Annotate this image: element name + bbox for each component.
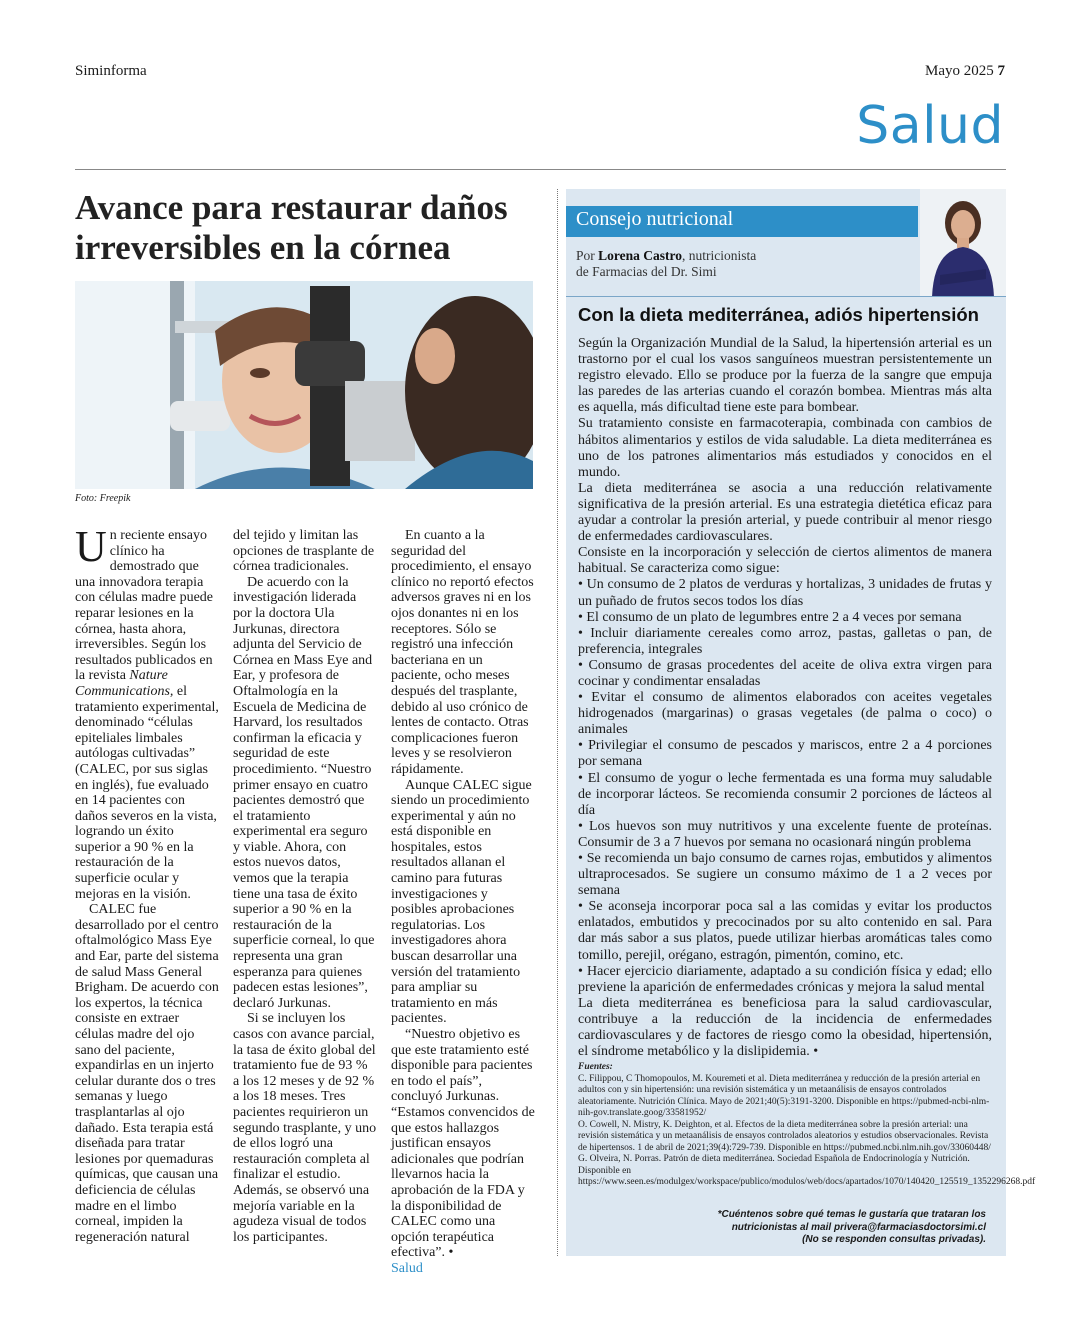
author-org: de Farmacias del Dr. Simi bbox=[576, 264, 717, 279]
article-column-2 bbox=[233, 528, 377, 1245]
list-item: • Hacer ejercicio diariamente, adaptado a su condición física y edad; ello previene la aparición de enfermedades crónicas y mejora la salud mental bbox=[578, 963, 992, 995]
paragraph: “Nuestro objetivo es que este tratamiento esté disponible para pacientes en todo el país”, concluyó Jurkunas. “Estamos convencidos de que estos hallazgos justifican ensayos adicionales que podrían llevarnos hacia la aprobación de la FDA y la disponibilidad de CALEC como una opción terapéutica efectiva”. • bbox=[391, 1027, 535, 1261]
paragraph: Si se incluyen los casos con avance parcial, la tasa de éxito global del tratamiento fue de 93 % a los 12 meses y de 92 % a los 18 meses. Tres pacientes requirieron un segundo trasplante, y uno de ellos logró una restauración completa al finalizar el estudio. Además, se observó una mejoría variable en la agudeza visual de todos los participantes. bbox=[233, 1011, 377, 1245]
sources-heading: Fuentes: bbox=[578, 1062, 613, 1072]
list-item: • El consumo de un plato de legumbres entre 2 a 4 veces por semana bbox=[578, 609, 962, 625]
paragraph: Aunque CALEC sigue siendo un procedimiento experimental y aún no está disponible en hospitales, estos resultados allanan el camino para futuras investigaciones y posibles aprobaciones regulatorias. Los investigadores ahora buscan desarrollar una versión del tratamiento para ampliar su tratamiento en más pacientes. bbox=[391, 777, 532, 1027]
page-number: 7 bbox=[997, 63, 1005, 79]
paragraph: CALEC fue desarrollado por el centro oftalmológico Mass Eye and Ear, parte del sistema de salud Mass General Brigham. De acuerdo con los expertos, la técnica consiste en extraer células madre del ojo sano del paciente, expandirlas en un injerto celular durante dos o tres semanas y luego trasplantarlas al ojo dañado. Esta terapia está diseñada para tratar lesiones por quemaduras químicas, que causan una deficiencia de células madre en el limbo corneal, impiden la regeneración natural bbox=[75, 902, 219, 1245]
paragraph: En cuanto a la seguridad del procedimiento, el ensayo clínico no reportó efectos adversos graves ni en los ojos donantes ni en los receptores. Sólo se registró una infección bacteriana en un paciente, ocho meses después del trasplante, debido al uso crónico de lentes de contacto. Otras complicaciones fueron leves y se resolvieron rápidamente. bbox=[391, 528, 534, 777]
journal-name: Nature Communications, bbox=[75, 668, 174, 699]
sidebar-paragraph: La dieta mediterránea se asocia a una reducción relativamente significativa de la presión arterial. Es una estrategia dietética eficaz para ayudar a controlar la presión arterial, y puede contribuir al menor riesgo de enfermedades cardiovasculares. bbox=[578, 480, 992, 545]
sidebar-paragraph: La dieta mediterránea es beneficiosa para la salud cardiovascular, contribuye a la reducción de la incidencia de enfermedades cardiovasculares y de factores de riesgo como la obesidad, hipertensión, el síndrome metabólico y la dislipidemia. • bbox=[578, 995, 992, 1060]
list-item: • Incluir diariamente cereales como arroz, pastas, galletas o pan, de preferencia, integrales bbox=[578, 625, 992, 657]
section-title: Salud bbox=[856, 96, 1004, 156]
issue-date bbox=[925, 63, 1005, 80]
article-column-1 bbox=[75, 522, 219, 1245]
paragraph-text: n reciente ensayo clínico ha demostrado que una innovadora terapia con células madre puede reparar lesiones en la córnea, hasta ahora, irreversibles. Según los resultados publicados en la revista bbox=[75, 528, 213, 684]
paragraph bbox=[75, 522, 219, 902]
header-rule bbox=[75, 169, 1006, 170]
sidebar-paragraph: Según la Organización Mundial de la Salud, la hipertensión arterial es un trastorno por el cual los vasos sanguíneos muestran persistentemente un registro elevado. Ello se produce por la fuerza de la sangre que empuja las paredes de las arterias cuando el corazón bombea. Mientras más alta es aquella, más dificultad tiene este para bombear. bbox=[578, 336, 992, 416]
list-item: • El consumo de yogur o leche fermentada es una forma muy saludable de incorporar lácteos. Se recomienda consumir 2 porciones de lácteos al día bbox=[578, 770, 992, 818]
paragraph: De acuerdo con la investigación liderada por la doctora Ula Jurkunas, directora adjunta del Servicio de Córnea en Mass Eye and Ear, y profesora de Oftalmología en la Escuela de Medicina de Harvard, los resultados confirman la eficacia y seguridad de este procedimiento. “Nuestro primer ensayo en cuatro pacientes demostró que el tratamiento experimental era seguro y viable. Ahora, con estos nuevos datos, vemos que la terapia tiene una tasa de éxito superior a 90 % en la restauración de la superficie corneal, lo que representa una gran esperanza para quienes padecen estas lesiones”, declaró Jurkunas. bbox=[233, 574, 375, 1011]
sidebar-label: Consejo nutricional bbox=[576, 208, 734, 230]
contact-line: (No se responden consultas privadas). bbox=[802, 1234, 986, 1245]
contact-line: nutricionistas al mail privera@farmaciasdoctorsimi.cl bbox=[731, 1221, 986, 1233]
list-item: • Consumo de grasas procedentes del aceite de oliva extra virgen para cocinar y condimentar ensaladas bbox=[578, 657, 992, 689]
article-headline: Avance para restaurar daños irreversibles en la córnea bbox=[75, 188, 508, 267]
section-tag: Salud bbox=[391, 1260, 423, 1276]
paragraph-text: el tratamiento experimental, denominado “células epiteliales limbales autólogas cultivadas” (CALEC, por sus siglas en inglés), fue evaluado en 14 pacientes con daños severos en la vista, logrando un éxito superior a 90 % en la restauración de la superficie ocular y mejoras en la visión. bbox=[75, 683, 219, 902]
byline-prefix: Por bbox=[576, 248, 599, 263]
author-portrait bbox=[920, 189, 1006, 297]
source-citation: G. Olveira, N. Porras. Patrón de dieta mediterránea. Sociedad Española de Endocrinología y Nutrición. Disponible en https://www.seen.es/modulgex/workspace/publico/modulos/web/docs/apartados/1070/140420_125519_1352296268.pdf bbox=[578, 1154, 1036, 1187]
sidebar-body bbox=[578, 336, 992, 1060]
list-item: • Un consumo de 2 platos de verduras y hortalizas, 3 unidades de frutas y un puñado de frutos secos todos los días bbox=[578, 577, 992, 609]
publication-name: Siminforma bbox=[75, 63, 147, 79]
contact-note bbox=[620, 1209, 986, 1247]
author-name: Lorena Castro bbox=[598, 248, 683, 263]
article-column-3 bbox=[391, 528, 535, 1277]
paragraph: del tejido y limitan las opciones de trasplante de córnea tradicionales. bbox=[233, 528, 375, 575]
sources-block bbox=[578, 1062, 1036, 1189]
source-citation: O. Cowell, N. Mistry, K. Deighton, et al. Efectos de la dieta mediterránea sobre la presión arterial: una revisión sistemática y un metaanálisis de ensayos controlados aleatorios y estudios observacionales. Revista de hipertensos. 1 de abril de 2021;39(4):729-739. Disponible en https://pubmed.ncbi.nlm.nih.gov/33060448/ bbox=[578, 1119, 991, 1153]
photo-credit: Foto: Freepik bbox=[75, 493, 131, 504]
drop-cap: U bbox=[75, 522, 107, 571]
eye-exam-illustration bbox=[75, 281, 533, 489]
article-photo bbox=[75, 281, 533, 489]
list-item: • Se aconseja incorporar poca sal a las comidas y evitar los productos enlatados, embutidos y precocinados por su alto contenido en sal. Para dar más sabor a sus platos, puede utilizar hierbas aromáticas tales como tomillo, perejil, orégano, estragón, pimentón, comino, etc. bbox=[578, 899, 992, 963]
sidebar-byline bbox=[576, 248, 756, 280]
source-citation: C. Filippou, C Thomopoulos, M. Kouremeti et al. Dieta mediterránea y reducción de la presión arterial en adultos con y sin hipertensión: una revisión sistemática y un metaanálisis de ensayos controlados aleatoriamente. Nutrición Clínica. Mayo de 2021;40(5):3191-3200. Disponible en https://pubmed-ncbi-nlm-nih-gov.translate.goog/33581952/ bbox=[578, 1073, 990, 1118]
sidebar-paragraph: Consiste en la incorporación y selección de ciertos alimentos de manera habitual. Se caracteriza como sigue: bbox=[578, 545, 992, 577]
sidebar-rule bbox=[566, 296, 1006, 297]
list-item: • Evitar el consumo de alimentos elaborados con aceites vegetales hidrogenados (margarinas) o grasas vegetales (de palma o coco) o animales bbox=[578, 690, 992, 738]
contact-line: *Cuéntenos sobre qué temas le gustaría que trataran los bbox=[717, 1209, 986, 1220]
author-role: , nutricionista bbox=[682, 248, 757, 263]
list-item: • Privilegiar el consumo de pescados y mariscos, entre 2 a 4 porciones por semana bbox=[578, 738, 992, 770]
column-divider bbox=[557, 189, 559, 1256]
author-photo bbox=[920, 189, 1006, 297]
sidebar-title: Con la dieta mediterránea, adiós hipertensión bbox=[578, 304, 979, 325]
list-item: • Se recomienda un bajo consumo de carnes rojas, embutidos y alimentos ultraprocesados. Se sugiere un consumo máximo de 1 a 2 veces por semana bbox=[578, 851, 992, 899]
list-item: • Los huevos son muy nutritivos y una excelente fuente de proteínas. Consumir de 3 a 7 huevos por semana no ocasionará ningún problema bbox=[578, 818, 992, 850]
date-text: Mayo 2025 bbox=[925, 63, 994, 79]
sidebar-paragraph: Su tratamiento consiste en farmacoterapia, combinada con cambios de hábitos alimentarios y estilos de vida saludable. La dieta mediterránea es uno de los patrones alimentarios más estudiados y conocidos en el mundo. bbox=[578, 416, 992, 480]
